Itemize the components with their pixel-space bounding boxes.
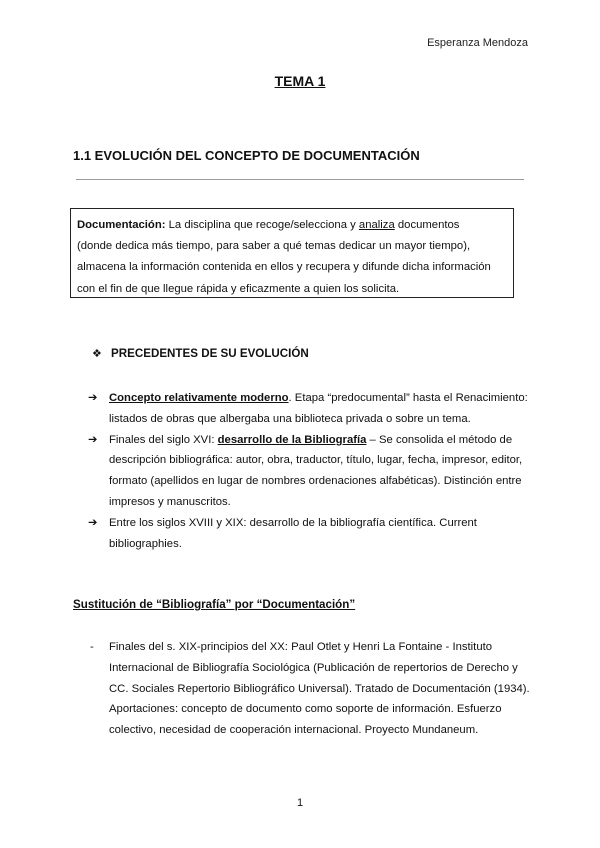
definition-term: Documentación: — [77, 219, 166, 231]
list-item — [88, 430, 538, 513]
bullet-lead: desarrollo de la Bibliografía — [217, 433, 367, 446]
page-number: 1 — [296, 797, 304, 809]
definition-text-underlined: analiza — [358, 219, 395, 231]
precedentes-heading-text: PRECEDENTES DE SU EVOLUCIÓN — [111, 347, 309, 360]
dash-bullet-icon: - — [90, 641, 94, 653]
definition-box — [70, 208, 514, 298]
precedentes-heading — [92, 347, 309, 360]
bullet-text: . Etapa “predocumental” hasta el Renacimiento: listados de obras que albergaba una biblioteca privada o sobre un tema. — [109, 392, 528, 425]
bullet-text: – Se consolida el método de descripción bibliográfica: autor, obra, traductor, título, lugar, fecha, impresor, editor, formato (apellidos en lugar de nombres ordenaciones alfabéticas). Distinción entre impresos y manuscritos. — [109, 433, 523, 508]
definition-line-3: almacena la información contenida en ellos y recupera y difunde dicha información — [77, 261, 491, 274]
definition-text-a: La disciplina que recoge/selecciona y — [165, 219, 359, 231]
sustitucion-heading: Sustitución de “Bibliografía” por “Documentación” — [73, 598, 356, 611]
section-divider — [76, 179, 524, 180]
arrow-bullet-icon: ➔ — [88, 433, 98, 446]
list-item — [90, 637, 530, 741]
list-item — [88, 513, 538, 555]
arrow-bullet-icon: ➔ — [88, 516, 98, 529]
author-name: Esperanza Mendoza — [427, 37, 528, 49]
section-title: 1.1 EVOLUCIÓN DEL CONCEPTO DE DOCUMENTACIÓN — [73, 148, 420, 163]
document-title: TEMA 1 — [274, 73, 326, 89]
definition-line-4: con el fin de que llegue rápida y eficazmente a quien los solicita. — [77, 282, 400, 295]
sustitucion-list — [90, 637, 530, 741]
precedentes-list — [88, 388, 538, 554]
list-item-text: Finales del s. XIX-principios del XX: Paul Otlet y Henri La Fontaine - Instituto Internacional de Bibliografía Sociológica (Publicación de repertorios de Derecho y CC. Sociales Repertorio Bibliográfico Universal). Tratado de Documentación (1934). Aportaciones: concepto de documento como soporte de información. Esfuerzo colectivo, necesidad de cooperación internacional. Proyecto Mundaneum. — [109, 641, 530, 737]
list-item — [88, 388, 538, 430]
diamond-bullet-icon: ❖ — [92, 348, 102, 360]
definition-line-2: (donde dedica más tiempo, para saber a qué temas dedicar un mayor tiempo), — [77, 240, 471, 253]
definition-text-b: documentos — [394, 219, 460, 231]
bullet-text: Entre los siglos XVIII y XIX: desarrollo de la bibliografía científica. Current bibliographies. — [109, 516, 477, 550]
bullet-lead: Concepto relativamente moderno — [109, 392, 289, 404]
arrow-bullet-icon: ➔ — [88, 392, 98, 404]
bullet-prefix: Finales del siglo XVI: — [109, 433, 218, 446]
